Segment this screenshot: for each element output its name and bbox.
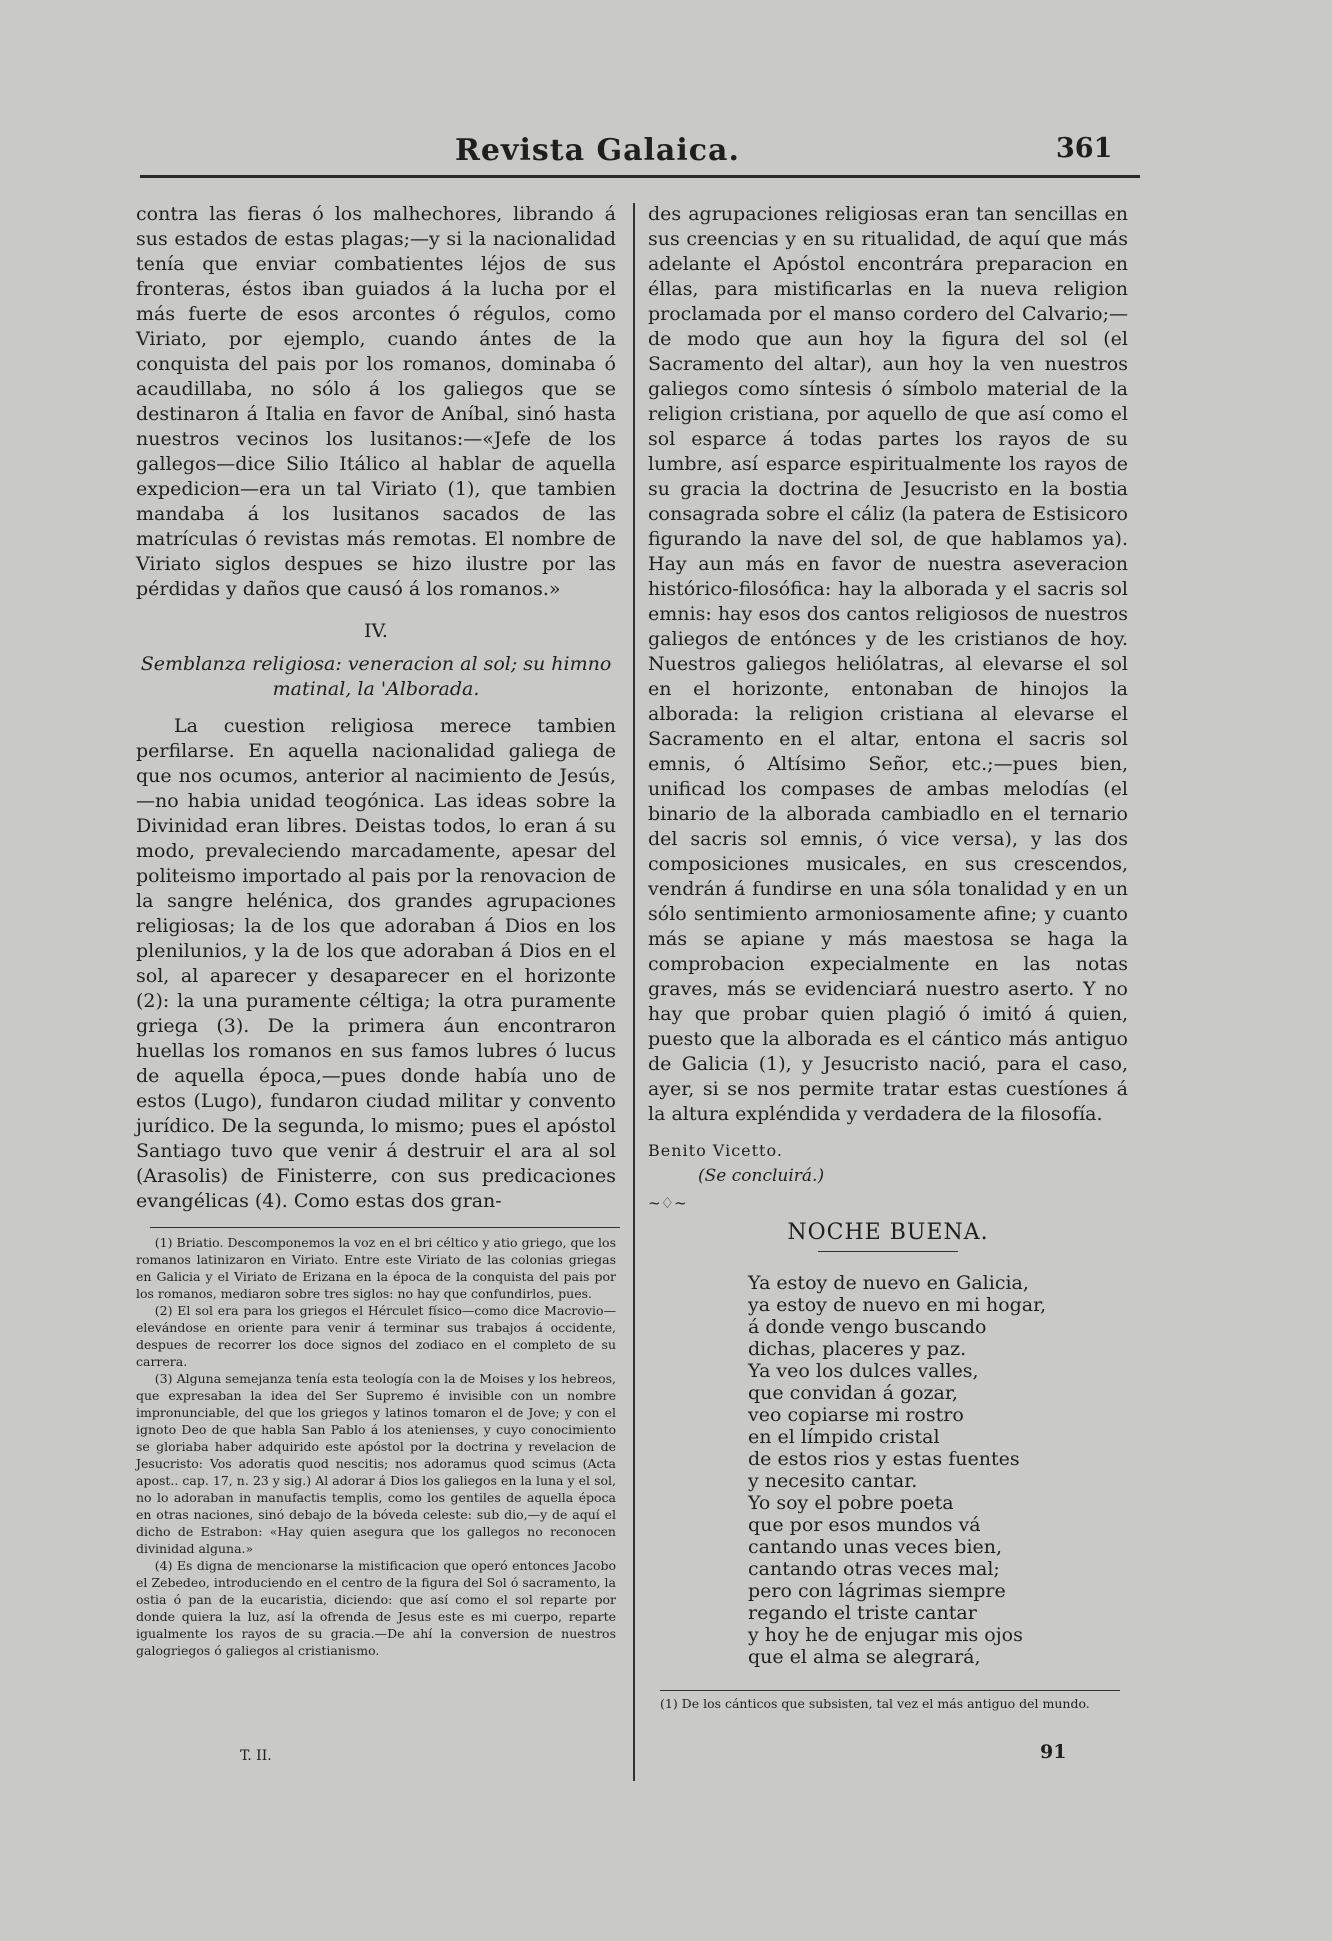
poem-line: y hoy he de enjugar mis ojos [748,1624,1023,1646]
poem-line: en el límpido cristal [748,1426,940,1448]
poem-line: que el alma se alegrará, [748,1646,981,1668]
poem-line: Ya veo los dulces valles, [748,1360,979,1382]
poem-title: NOCHE BUENA. [787,1220,989,1245]
poem-line: que por esos mundos vá [748,1514,981,1536]
page-number: 361 [1056,133,1113,164]
right-footnote-rule [660,1690,1120,1691]
footnote-2: (2) El sol era para los griegos el Hérculet físico—como dice Macrovio—elevándose en oriente para venir á terminar sus trabajos á occidente, despues de recorrer los doce signos del zodiaco en el completo de su carrera. [136,1303,616,1369]
poem-line: Ya estoy de nuevo en Galicia, [748,1272,1029,1294]
poem-line: regando el triste cantar [748,1602,977,1624]
right-footnote: (1) De los cánticos que subsisten, tal vez el más antiguo del mundo. [660,1696,1090,1711]
poem [748,1272,1128,1668]
poem-line: ya estoy de nuevo en mi hogar, [748,1294,1047,1316]
poem-line: cantando otras veces mal; [748,1558,1000,1580]
volume-signature: T. II. [240,1748,272,1764]
footnote-4: (4) Es digna de mencionarse la mistificacion que operó entonces Jacobo el Zebedeo, introduciendo en el centro de la figura del Sol ó sacramento, la ostia ó pan de la eucaristia, diciendo: que así como el sol reparte por donde quiera la luz, así la ofrenda de Jesus este es mi cuerpo, reparte igualmente los rayos de su gracia.—De ahí la conversion de nuestros galogriegos ó galiegos al cristianismo. [136,1558,616,1658]
poem-title-rule [818,1251,958,1252]
poem-line: á donde vengo buscando [748,1316,987,1338]
poem-line: veo copiarse mi rostro [748,1404,964,1426]
journal-title: Revista Galaica. [455,133,740,168]
poem-line: dichas, placeres y paz. [748,1338,967,1360]
footnotes [136,1234,616,1659]
poem-line: cantando unas veces bien, [748,1536,1003,1558]
poem-line: que convidan á gozar, [748,1382,958,1404]
header-rule [140,175,1140,178]
poem-line: Yo soy el pobre poeta [748,1492,954,1514]
left-column [136,202,616,1214]
footnote-rule [150,1227,620,1228]
column-divider [633,203,635,1781]
sheet-number: 91 [1040,1741,1067,1763]
poem-line: pero con lágrimas siempre [748,1580,1006,1602]
section-title: Semblanza religiosa: veneracion al sol; su himno matinal, la 'Alborada. [140,653,612,700]
right-paragraph-1: des agrupaciones religiosas eran tan sencillas en sus creencias y en su ritualidad, de aquí que más adelante el Apóstol encontrára preparacion en éllas, para mistificarlas en la nueva religion proclamada por el manso cordero del Calvario;—de modo que aun hoy la figura del sol (el Sacramento del altar), aun hoy la ven nuestros galiegos como síntesis ó símbolo material de la religion cristiana, por aquello de que así como el sol esparce á todas partes los rayos de su lumbre, así esparce espiritualmente los rayos de su gracia la doctrina de Jesucristo en la bostia consagrada sobre el cáliz (la patera de Estisicoro figurando la nave del sol, de que hablamos ya). Hay aun más en favor de nuestra aseveracion histórico-filosófica: hay la alborada y el sacris sol emnis: hay esos dos cantos religiosos de nuestros galiegos de entónces y de les cristianos de hoy. Nuestros galiegos heliólatras, al elevarse el sol en el horizonte, entonaban de hinojos la alborada: la religion cristiana al elevarse el Sacramento en el altar, entona el sacris sol emnis, ó Altísimo Señor, etc.;—pues bien, unificad los compases de ambas melodías (el binario de la alborada cambiadlo en el ternario del sacris sol emnis, ó vice versa), y las dos composiciones musicales, en sus crescendos, vendrán á fundirse en una sóla tonalidad y en un sólo sentimiento armoniosamente afine; y cuanto más se apiane y más maestosa se haga la comprobacion expecialmente en las notas graves, más se evidenciará nuestro aserto. Y no hay que probar quien plagió ó imitó á quien, puesto que la alborada es el cántico más antiguo de Galicia (1), y Jesucristo nació, para el caso, ayer, si se nos permite tratar estas cuestíones á la altura expléndida y verdadera de la filosofía. [648,203,1128,1125]
section-number: IV. [364,620,388,642]
poem-line: y necesito cantar. [748,1470,918,1492]
footnote-1: (1) Briatio. Descomponemos la voz en el bri céltico y atio griego, que los romanos latinizaron en Viriato. Entre este Viriato de las colonias griegas en Galicia y el Viriato de Erizana en la época de la conquista del pais por los romanos, mediaron sobre tres siglos: no hay que confundirlos, pues. [136,1235,616,1301]
ornament-icon: ~♢~ [648,1194,687,1212]
right-column [648,202,1128,1668]
left-paragraph-1: contra las fieras ó los malhechores, librando á sus estados de estas plagas;—y si la nacionalidad tenía que enviar combatientes léjos de sus fronteras, éstos iban guiados á la lucha por el más fuerte de esos arcontes ó régulos, como Viriato, por ejemplo, cuando ántes de la conquista del pais por los romanos, dominaba ó acaudillaba, no sólo á los galiegos que se destinaron á Italia en favor de Aníbal, sinó hasta nuestros vecinos los lusitanos:—«Jefe de los gallegos—dice Silio Itálico al hablar de aquella expedicion—era un tal Viriato (1), que tambien mandaba á los lusitanos sacados de las matrículas ó revistas más remotas. El nombre de Viriato siglos despues se hizo ilustre por las pérdidas y daños que causó á los romanos.» [136,203,616,600]
poem-line: de estos rios y estas fuentes [748,1448,1020,1470]
footnote-3: (3) Alguna semejanza tenía esta teología con la de Moises y los hebreos, que expresaban la idea del Ser Supremo é invisible con un nombre impronunciable, del que los griegos y latinos tomaron el de Jove; y con el ignoto Deo de que habla San Pablo á los atenienses, y cuyo conocimiento se gloriaba haber adquirido este apóstol por la doctrina y revelacion de Jesucristo: Vos adoratis quod nescitis; nos adoramus quod scimus (Acta apost.. cap. 17, n. 23 y sig.) Al adorar á Dios los galiegos en la luna y el sol, no lo adoraban in manufactis templis, como los gentiles de aquella época en otras naciones, sinó debajo de la bóveda celeste: sub dio,—y de aquí el dicho de Estrabon: «Hay quien asegura que los gallegos no reconocen divinidad alguna.» [136,1371,616,1556]
continued-note: (Se concluirá.) [698,1166,825,1186]
author-signature: Benito Vicetto. [648,1141,783,1160]
left-paragraph-2: La cuestion religiosa merece tambien perfilarse. En aquella nacionalidad galiega de que nos ocumos, anterior al nacimiento de Jesús,—no habia unidad teogónica. Las ideas sobre la Divinidad eran libres. Deistas todos, lo eran á su modo, prevaleciendo marcadamente, apesar del politeismo importado al pais por la renovacion de la sangre helénica, dos grandes agrupaciones religiosas; la de los que adoraban á Dios en los plenilunios, y la de los que adoraban á Dios en el sol, al aparecer y desaparecer en el horizonte (2): la una puramente céltiga; la otra puramente griega (3). De la primera áun encontraron huellas los romanos en sus famos lubres ó lucus de aquella época,—pues donde había uno de estos (Lugo), fundaron ciudad militar y convento jurídico. De la segunda, lo mismo; pues el apóstol Santiago tuvo que venir á destruir el ara al sol (Arasolis) de Finisterre, con sus predicaciones evangélicas (4). Como estas dos gran- [136,715,616,1212]
